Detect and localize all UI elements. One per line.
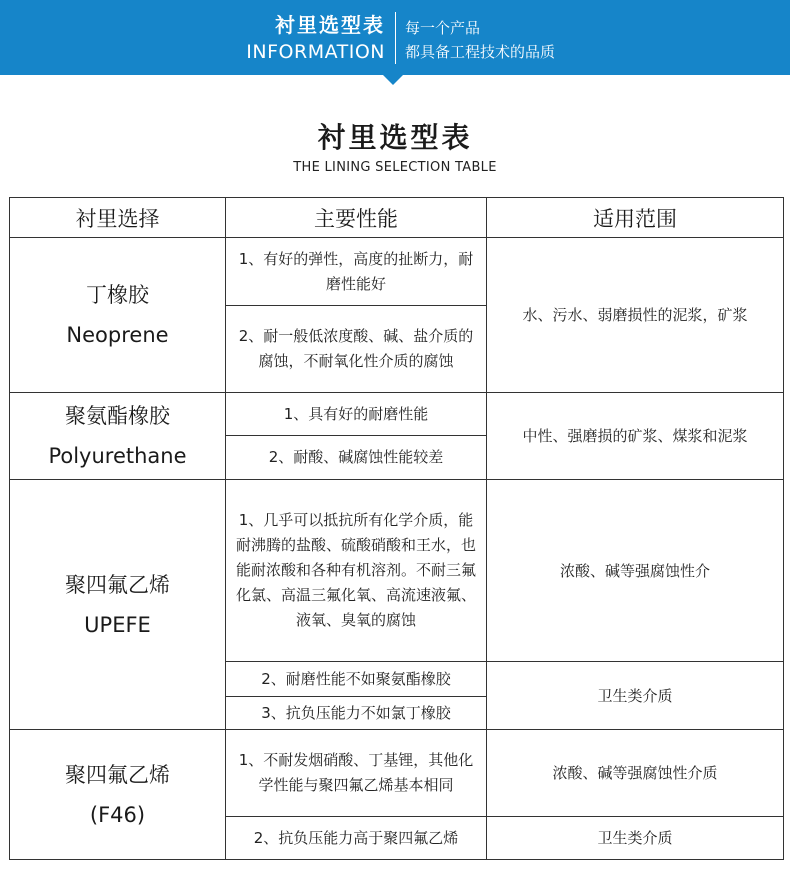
table-row xyxy=(10,238,784,306)
lining-name-cn: 聚氨酯橡胶 xyxy=(65,404,170,428)
lining-name-en: (F46) xyxy=(89,802,146,827)
banner-slogan-line1: 每一个产品 xyxy=(405,19,481,37)
usage-cell: 中性、强磨损的矿浆、煤浆和泥浆 xyxy=(487,393,784,480)
property-cell: 1、几乎可以抵抗所有化学介质，能耐沸腾的盐酸、硫酸硝酸和王水，也能耐浓酸和各种有机溶剂。不耐三氟化氯、高温三氟化氧、高流速液氟、液氧、臭氧的腐蚀 xyxy=(226,480,487,662)
table-row xyxy=(10,480,784,662)
property-cell: 2、耐磨性能不如聚氨酯橡胶 xyxy=(226,662,487,697)
property-cell: 3、抗负压能力不如氯丁橡胶 xyxy=(226,697,487,730)
banner-slogan xyxy=(405,16,555,64)
column-header-lining: 衬里选择 xyxy=(10,198,226,238)
lining-selection-table xyxy=(9,197,784,860)
table-header-row xyxy=(10,198,784,238)
property-cell: 2、抗负压能力高于聚四氟乙烯 xyxy=(226,817,487,860)
banner-subtitle: INFORMATION xyxy=(246,41,385,63)
lining-name-cell xyxy=(10,393,226,480)
column-header-usage: 适用范围 xyxy=(487,198,784,238)
header-banner xyxy=(0,0,790,75)
page-title: 衬里选型表 xyxy=(317,121,473,154)
table-row xyxy=(10,730,784,817)
banner-divider xyxy=(395,12,396,64)
page-subtitle: THE LINING SELECTION TABLE xyxy=(293,160,497,175)
lining-name-en: UPEFE xyxy=(84,612,151,637)
property-cell: 1、具有好的耐磨性能 xyxy=(226,393,487,436)
property-cell: 2、耐酸、碱腐蚀性能较差 xyxy=(226,436,487,480)
banner-title: 衬里选型表 xyxy=(275,13,385,37)
usage-cell: 浓酸、碱等强腐蚀性介质 xyxy=(487,730,784,817)
banner-title-block xyxy=(246,12,385,64)
lining-name-cell xyxy=(10,480,226,730)
property-cell: 1、有好的弹性，高度的扯断力，耐磨性能好 xyxy=(226,238,487,306)
lining-name-en: Neoprene xyxy=(66,323,169,347)
lining-name-en: Polyurethane xyxy=(48,444,187,468)
property-cell: 1、不耐发烟硝酸、丁基锂，其他化学性能与聚四氟乙烯基本相同 xyxy=(226,730,487,817)
banner-slogan-line2: 都具备工程技术的品质 xyxy=(405,43,556,61)
lining-name-cn: 丁橡胶 xyxy=(86,283,149,307)
lining-name-cell xyxy=(10,238,226,393)
lining-name-cn: 聚四氟乙烯 xyxy=(65,762,170,787)
table-row xyxy=(10,393,784,436)
usage-cell: 卫生类介质 xyxy=(487,817,784,860)
banner-notch xyxy=(383,75,403,85)
lining-name-cn: 聚四氟乙烯 xyxy=(65,572,170,597)
property-cell: 2、耐一般低浓度酸、碱、盐介质的腐蚀，不耐氧化性介质的腐蚀 xyxy=(226,306,487,393)
usage-cell: 浓酸、碱等强腐蚀性介 xyxy=(487,480,784,662)
column-header-properties: 主要性能 xyxy=(226,198,487,238)
lining-name-cell xyxy=(10,730,226,860)
usage-cell: 水、污水、弱磨损性的泥浆，矿浆 xyxy=(487,238,784,393)
usage-cell: 卫生类介质 xyxy=(487,662,784,730)
